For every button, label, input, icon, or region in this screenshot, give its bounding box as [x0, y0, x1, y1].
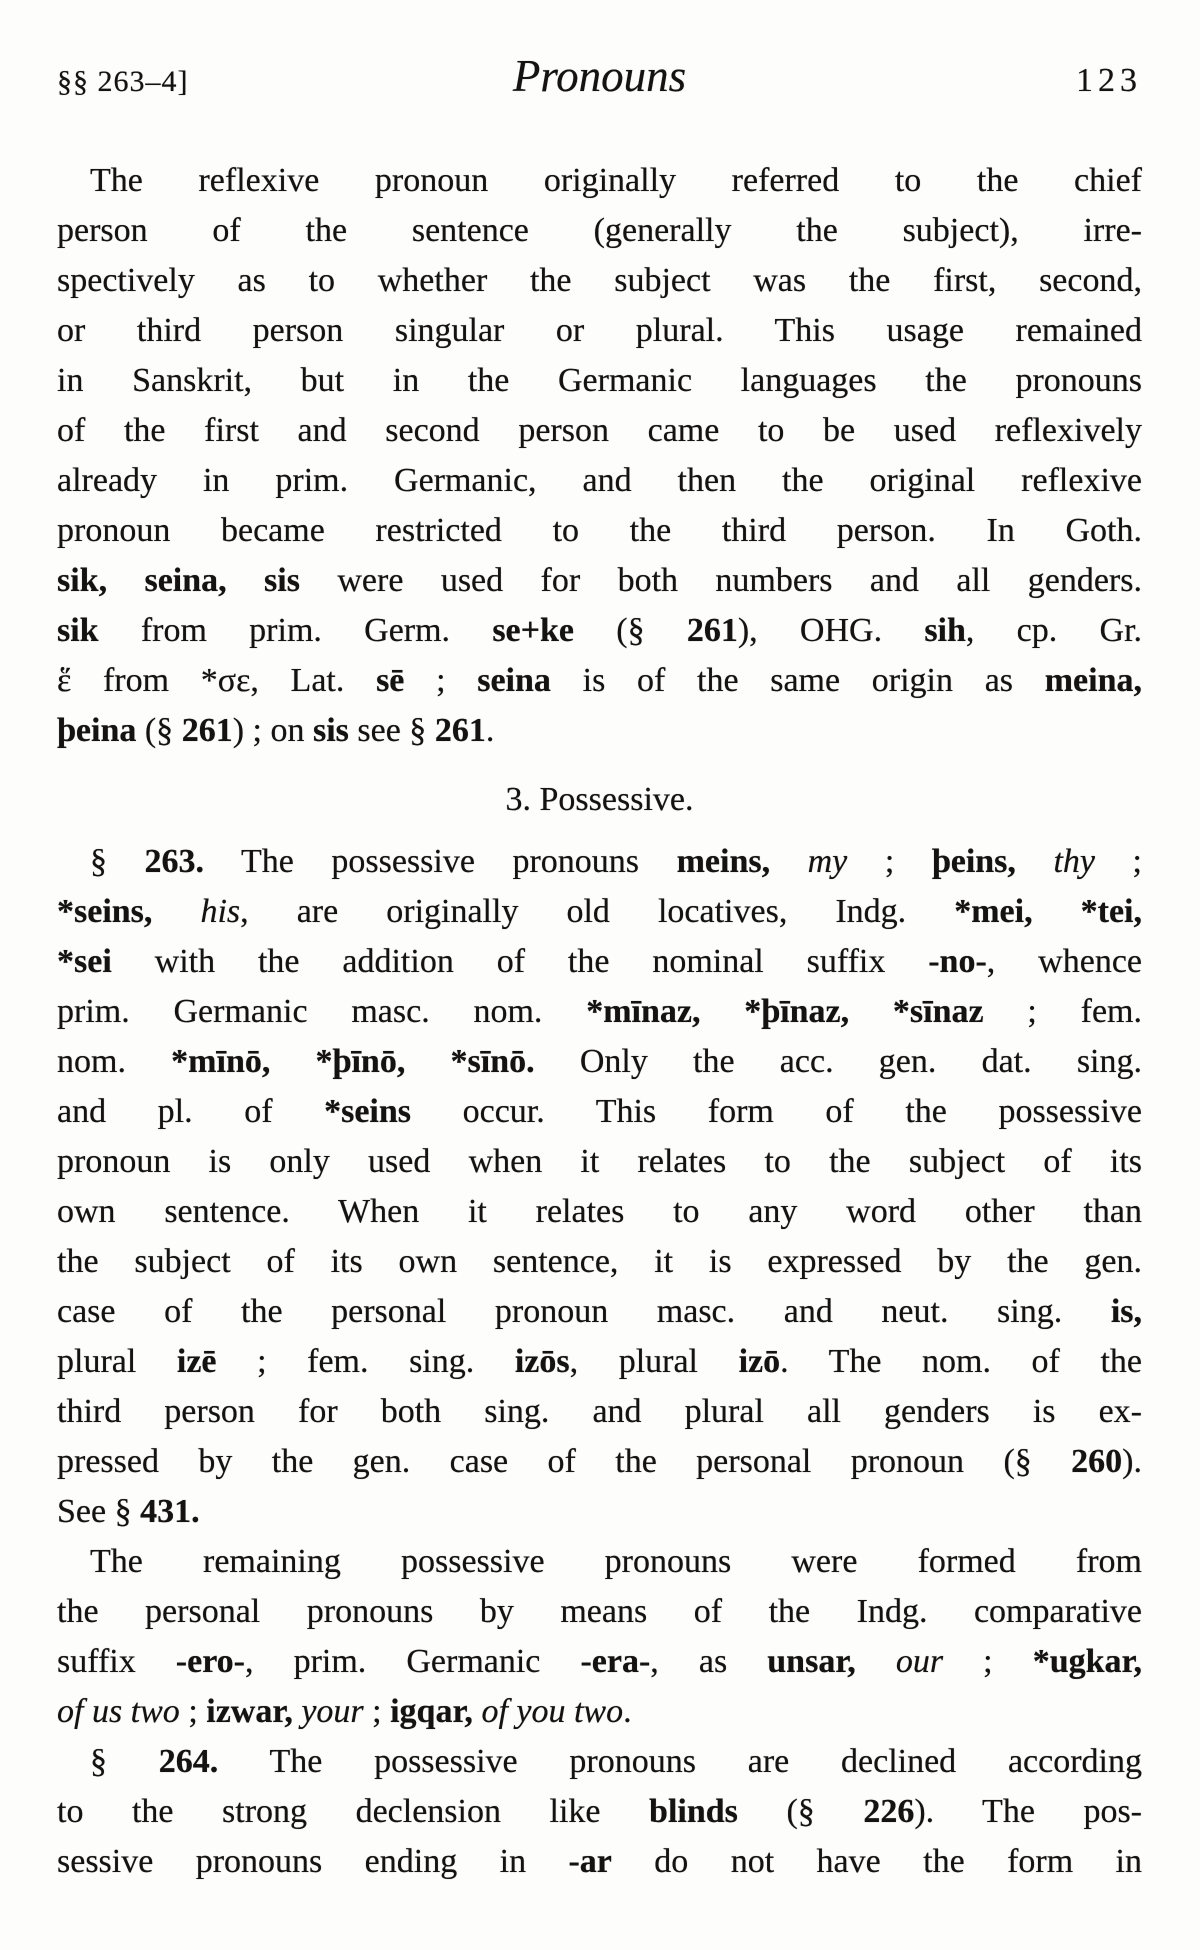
text-segment: [1016, 843, 1054, 880]
bold-term: -ar: [568, 1843, 612, 1880]
italic-gloss: his: [200, 893, 241, 930]
text-segment: sessive pronouns ending in: [57, 1843, 569, 1880]
bold-term: 263.: [144, 843, 205, 880]
text-line: [57, 1187, 1142, 1237]
running-header: [0, 0, 1200, 102]
text-line: [57, 1437, 1142, 1487]
page-title: Pronouns: [512, 51, 687, 101]
text-segment: , are originally old locatives, Indg.: [240, 893, 955, 930]
bold-term: izē: [176, 1343, 217, 1380]
italic-gloss: my: [807, 843, 848, 880]
text-segment: ;: [847, 843, 932, 880]
bold-term: *sei: [57, 943, 112, 980]
text-line: [57, 206, 1142, 256]
text-segment: were used for both numbers and all genders.: [299, 562, 1142, 599]
text-segment: from prim. Germ.: [98, 612, 493, 649]
text-line: [57, 837, 1142, 887]
text-segment: See §: [57, 1493, 141, 1530]
text-segment: .: [623, 1693, 632, 1730]
section-heading: 3. Possessive.: [505, 781, 694, 818]
text-segment: suffix: [57, 1643, 176, 1680]
text-segment: , as: [650, 1643, 768, 1680]
bold-term: izō: [738, 1343, 781, 1380]
text-segment: or third person singular or plural. This usage remained: [57, 312, 1142, 349]
text-line: [57, 456, 1142, 506]
bold-term: -era-: [580, 1643, 651, 1680]
page-body: [57, 156, 1142, 1887]
text-segment: pronoun became restricted to the third person. In Goth.: [57, 512, 1142, 549]
text-segment: pronoun is only used when it relates to the subject of its: [57, 1143, 1142, 1180]
text-line: [57, 356, 1142, 406]
text-line: [57, 406, 1142, 456]
bold-term: se+ke: [492, 612, 575, 649]
italic-gloss: thy: [1053, 843, 1096, 880]
text-segment: The reflexive pronoun originally referred to the chief: [90, 162, 1142, 199]
text-line: [57, 937, 1142, 987]
bold-term: 226: [863, 1793, 915, 1830]
text-line: [57, 1037, 1142, 1087]
bold-term: unsar,: [767, 1643, 856, 1680]
header-section-range: §§ 263–4]: [57, 65, 189, 98]
text-segment: already in prim. Germanic, and then the original reflexive: [57, 462, 1142, 499]
bold-term: igqar,: [390, 1693, 473, 1730]
text-line: [57, 1587, 1142, 1637]
text-segment: own sentence. When it relates to any word other than: [57, 1193, 1142, 1230]
text-segment: prim. Germanic masc. nom.: [57, 993, 587, 1030]
text-segment: spectively as to whether the subject was the first, second,: [57, 262, 1142, 299]
bold-term: 261: [686, 612, 738, 649]
text-segment: (§: [574, 612, 687, 649]
text-segment: [770, 843, 808, 880]
text-segment: ; fem. sing.: [216, 1343, 515, 1380]
text-line: [57, 506, 1142, 556]
bold-term: sē: [376, 662, 405, 699]
text-line: [57, 706, 1142, 756]
text-segment: , plural: [569, 1343, 739, 1380]
text-segment: pressed by the gen. case of the personal pronoun (§: [57, 1443, 1072, 1480]
text-line: [57, 1687, 1142, 1737]
bold-term: meina,: [1044, 662, 1142, 699]
italic-gloss: your: [301, 1693, 364, 1730]
text-segment: ;: [943, 1643, 1033, 1680]
bold-term: 261: [181, 712, 233, 749]
bold-term: *seins,: [57, 893, 153, 930]
text-segment: person of the sentence (generally the subject), irre-: [57, 212, 1142, 249]
bold-term: þeina: [57, 712, 137, 749]
text-line: [57, 1137, 1142, 1187]
bold-term: sih: [924, 612, 966, 649]
bold-term: izōs: [514, 1343, 570, 1380]
text-segment: §: [90, 1743, 159, 1780]
text-segment: The possessive pronouns: [204, 843, 677, 880]
bold-term: -no-: [928, 943, 987, 980]
text-line: [57, 556, 1142, 606]
text-segment: to the strong declension like: [57, 1793, 650, 1830]
page-number: 123: [1076, 62, 1142, 99]
bold-term: *mīnaz, *þīnaz, *sīnaz: [586, 993, 984, 1030]
text-line: [57, 1787, 1142, 1837]
text-segment: do not have the form in: [611, 1843, 1143, 1880]
text-line: [57, 1487, 1142, 1537]
text-segment: The possessive pronouns are declined according: [218, 1743, 1143, 1780]
text-segment: §: [90, 843, 145, 880]
text-line: [57, 1387, 1142, 1437]
text-segment: (§: [136, 712, 182, 749]
text-segment: ;: [404, 662, 478, 699]
bold-term: *mei, *tei,: [954, 893, 1142, 930]
bold-term: þeins,: [931, 843, 1016, 880]
text-segment: in Sanskrit, but in the Germanic languages the pronouns: [57, 362, 1142, 399]
text-segment: ;: [363, 1693, 391, 1730]
text-segment: the subject of its own sentence, it is expressed by the gen.: [57, 1243, 1142, 1280]
bold-term: meins,: [676, 843, 771, 880]
text-line: [57, 987, 1142, 1037]
text-segment: [856, 1643, 896, 1680]
bold-term: *mīnō, *þīnō, *sīnō.: [171, 1043, 535, 1080]
text-segment: nom.: [57, 1043, 172, 1080]
text-segment: ;: [179, 1693, 207, 1730]
bold-term: sik, seina, sis: [57, 562, 300, 599]
text-segment: is of the same origin as: [550, 662, 1045, 699]
text-line: [57, 306, 1142, 356]
text-segment: the personal pronouns by means of the Indg. comparative: [57, 1593, 1142, 1630]
text-segment: ).: [1122, 1443, 1142, 1480]
text-segment: plural: [57, 1343, 177, 1380]
text-segment: [152, 893, 200, 930]
text-segment: of the first and second person came to be used reflexively: [57, 412, 1142, 449]
text-segment: Only the acc. gen. dat. sing.: [534, 1043, 1143, 1080]
text-segment: ), OHG.: [737, 612, 925, 649]
italic-gloss: our: [895, 1643, 944, 1680]
bold-term: sik: [57, 612, 99, 649]
text-line: [57, 1837, 1142, 1887]
text-line: [57, 606, 1142, 656]
bold-term: -ero-: [175, 1643, 245, 1680]
text-segment: (§: [737, 1793, 864, 1830]
bold-term: 260: [1071, 1443, 1123, 1480]
text-segment: , whence: [986, 943, 1143, 980]
text-segment: .: [485, 712, 495, 749]
text-line: [57, 1087, 1142, 1137]
bold-term: sis: [312, 712, 349, 749]
text-line: [57, 887, 1142, 937]
bold-term: *seins: [324, 1093, 412, 1130]
italic-gloss: of you two: [481, 1693, 624, 1730]
text-segment: and pl. of: [57, 1093, 325, 1130]
bold-term: 261: [434, 712, 486, 749]
bold-term: is,: [1110, 1293, 1142, 1330]
text-segment: see §: [348, 712, 435, 749]
italic-gloss: of us two: [57, 1693, 180, 1730]
text-segment: occur. This form of the possessive: [411, 1093, 1142, 1130]
text-segment: third person for both sing. and plural all genders is ex-: [57, 1393, 1142, 1430]
text-segment: , cp. Gr.: [965, 612, 1143, 649]
bold-term: 264.: [158, 1743, 219, 1780]
text-segment: ; fem.: [983, 993, 1142, 1030]
text-segment: ) ; on: [232, 712, 313, 749]
text-line: [57, 256, 1142, 306]
bold-term: 431.: [140, 1493, 200, 1530]
text-line: [57, 656, 1142, 706]
text-line: [57, 1537, 1142, 1587]
text-line: [57, 1637, 1142, 1687]
text-segment: ;: [1095, 843, 1143, 880]
bold-term: blinds: [649, 1793, 738, 1830]
text-segment: case of the personal pronoun masc. and neut. sing.: [57, 1293, 1111, 1330]
bold-term: izwar,: [206, 1693, 293, 1730]
text-line: [57, 1337, 1142, 1387]
text-line: [57, 156, 1142, 206]
text-line: [57, 1237, 1142, 1287]
bold-term: seina: [477, 662, 551, 699]
text-segment: . The nom. of the: [780, 1343, 1142, 1380]
bold-term: *ugkar,: [1032, 1643, 1142, 1680]
text-segment: , prim. Germanic: [245, 1643, 581, 1680]
text-line: [57, 1737, 1142, 1787]
text-segment: The remaining possessive pronouns were formed from: [90, 1543, 1142, 1580]
text-segment: ). The pos-: [914, 1793, 1143, 1830]
text-segment: ἕ from *σε, Lat.: [57, 662, 377, 699]
text-line: [57, 1287, 1142, 1337]
text-segment: with the addition of the nominal suffix: [111, 943, 929, 980]
